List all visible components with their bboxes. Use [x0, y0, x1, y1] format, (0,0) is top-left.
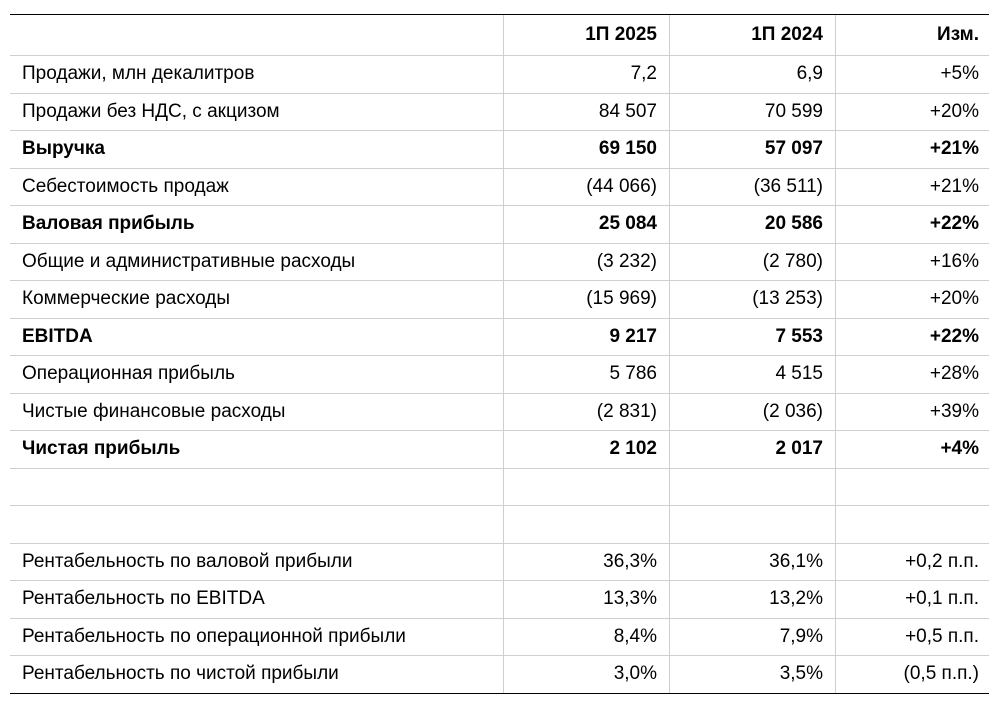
- value-change: +0,5 п.п.: [905, 625, 979, 647]
- header-label-cell: [10, 15, 504, 55]
- value-1h2025: (44 066): [504, 169, 670, 206]
- value-1h2024: 2 017: [670, 431, 836, 468]
- value-1h2025: 3,0%: [504, 656, 670, 693]
- value-1h2024: 4 515: [670, 356, 836, 393]
- value-1h2025: (2 831): [504, 394, 670, 431]
- row-label: Чистая прибыль: [10, 431, 504, 468]
- value-change: (0,5 п.п.): [903, 663, 979, 685]
- value-1h2025: 7,2: [504, 56, 670, 93]
- table-row: [10, 94, 989, 132]
- value-1h2025: 9 217: [504, 319, 670, 356]
- value-1h2025: [504, 469, 670, 506]
- value-change: +20%: [929, 100, 979, 122]
- value-change: [836, 506, 989, 543]
- value-change: +22%: [929, 213, 979, 235]
- row-label: Продажи, млн декалитров: [10, 56, 504, 93]
- value-1h2024: 70 599: [670, 94, 836, 131]
- value-change: +28%: [929, 363, 979, 385]
- row-label: Рентабельность по валовой прибыли: [10, 544, 504, 581]
- table-row: [10, 169, 989, 207]
- value-change: +4%: [940, 438, 979, 460]
- value-1h2024: 13,2%: [670, 581, 836, 618]
- value-1h2024: [670, 469, 836, 506]
- table-row: [10, 394, 989, 432]
- row-label: Выручка: [10, 131, 504, 168]
- row-label: Рентабельность по операционной прибыли: [10, 619, 504, 656]
- value-1h2025: 36,3%: [504, 544, 670, 581]
- table-row: [10, 319, 989, 357]
- financial-results-table: [10, 14, 989, 694]
- value-1h2024: [670, 506, 836, 543]
- table-row: [10, 431, 989, 469]
- row-label: EBITDA: [10, 319, 504, 356]
- value-1h2025: 13,3%: [504, 581, 670, 618]
- table-row: [10, 281, 989, 319]
- header-1h2025: 1П 2025: [504, 15, 670, 55]
- row-label: Операционная прибыль: [10, 356, 504, 393]
- table-row: [10, 581, 989, 619]
- table-row: [10, 656, 989, 694]
- table-header-row: [10, 14, 989, 56]
- table-row: [10, 506, 989, 544]
- row-label: Себестоимость продаж: [10, 169, 504, 206]
- value-1h2025: 5 786: [504, 356, 670, 393]
- value-change: +22%: [929, 325, 979, 347]
- value-change: +0,1 п.п.: [905, 588, 979, 610]
- row-label: Рентабельность по EBITDA: [10, 581, 504, 618]
- value-1h2024: 3,5%: [670, 656, 836, 693]
- table-row: [10, 244, 989, 282]
- value-1h2024: 7,9%: [670, 619, 836, 656]
- value-1h2025: 25 084: [504, 206, 670, 243]
- row-label: [10, 469, 504, 506]
- value-change: +39%: [929, 400, 979, 422]
- value-1h2024: (36 511): [670, 169, 836, 206]
- value-1h2024: 7 553: [670, 319, 836, 356]
- table-row: [10, 619, 989, 657]
- value-1h2024: 6,9: [670, 56, 836, 93]
- value-1h2024: (2 780): [670, 244, 836, 281]
- table-row: [10, 206, 989, 244]
- row-label: Коммерческие расходы: [10, 281, 504, 318]
- value-1h2024: 57 097: [670, 131, 836, 168]
- value-change: +20%: [929, 288, 979, 310]
- value-change: +5%: [940, 63, 979, 85]
- value-change: +21%: [929, 138, 979, 160]
- value-change: [836, 469, 989, 506]
- value-1h2024: (2 036): [670, 394, 836, 431]
- value-1h2024: 20 586: [670, 206, 836, 243]
- row-label: Валовая прибыль: [10, 206, 504, 243]
- table-row: [10, 469, 989, 507]
- row-label: Продажи без НДС, с акцизом: [10, 94, 504, 131]
- value-1h2025: (15 969): [504, 281, 670, 318]
- value-change: +0,2 п.п.: [905, 550, 979, 572]
- value-1h2024: 36,1%: [670, 544, 836, 581]
- value-1h2025: [504, 506, 670, 543]
- row-label: Общие и административные расходы: [10, 244, 504, 281]
- row-label: Чистые финансовые расходы: [10, 394, 504, 431]
- value-1h2025: 69 150: [504, 131, 670, 168]
- header-change: Изм.: [937, 24, 979, 45]
- value-1h2025: 84 507: [504, 94, 670, 131]
- value-1h2025: (3 232): [504, 244, 670, 281]
- row-label: Рентабельность по чистой прибыли: [10, 656, 504, 693]
- value-change: +16%: [929, 250, 979, 272]
- value-1h2025: 8,4%: [504, 619, 670, 656]
- header-1h2024: 1П 2024: [670, 15, 836, 55]
- row-label: [10, 506, 504, 543]
- value-1h2025: 2 102: [504, 431, 670, 468]
- table-row: [10, 56, 989, 94]
- table-row: [10, 131, 989, 169]
- table-row: [10, 356, 989, 394]
- table-row: [10, 544, 989, 582]
- value-1h2024: (13 253): [670, 281, 836, 318]
- table-body: [10, 56, 989, 694]
- value-change: +21%: [929, 175, 979, 197]
